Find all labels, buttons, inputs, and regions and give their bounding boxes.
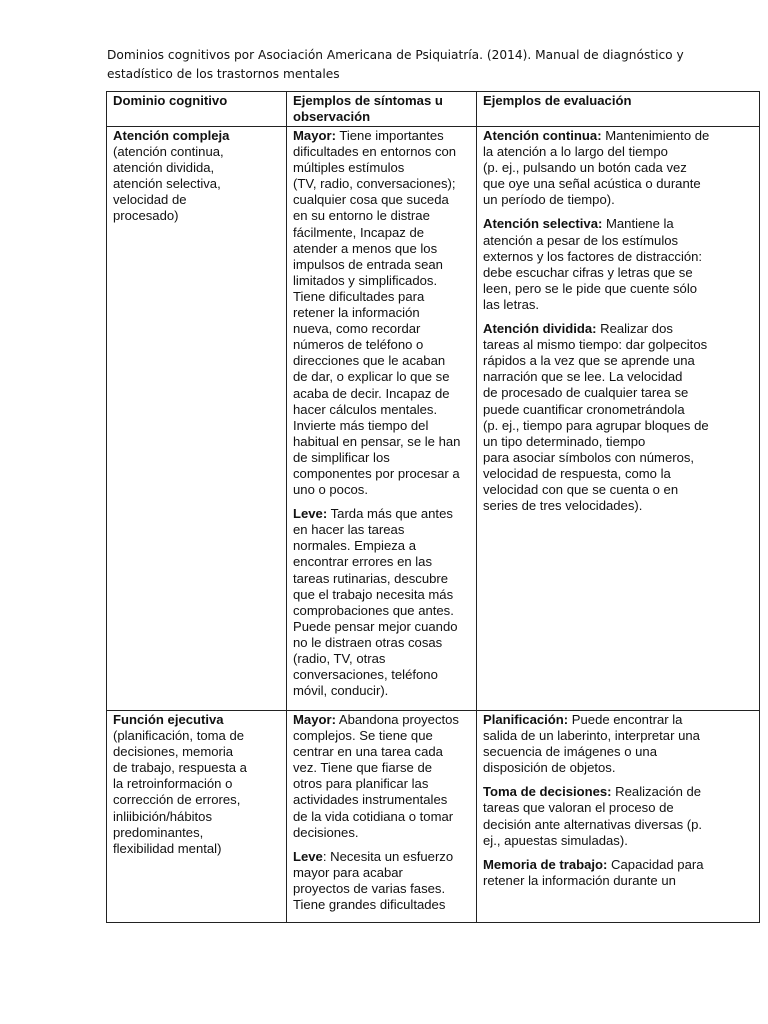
symptom-label: Leve <box>293 848 323 864</box>
symptom-line <box>293 712 471 728</box>
symptom-line <box>293 825 471 841</box>
evaluation-text: debe escuchar cifras y letras que se <box>483 264 693 280</box>
table-row <box>107 127 760 711</box>
evaluation-line <box>483 192 754 208</box>
symptom-text: en hacer las tareas <box>293 522 405 538</box>
evaluation-line <box>483 144 754 160</box>
symptom-line <box>293 554 471 570</box>
symptom-line <box>293 881 471 897</box>
symptom-text: vez. Tiene que fiarse de <box>293 760 433 776</box>
evaluation-text: salida de un laberinto, interpretar una <box>483 728 700 744</box>
evaluation-text: (p. ej., pulsando un botón cada vez <box>483 160 687 176</box>
evaluation-text: narración que se lee. La velocidad <box>483 369 683 385</box>
symptom-line <box>293 482 471 498</box>
symptom-text: direcciones que le acaban <box>293 353 446 369</box>
symptom-text: que el trabajo necesita más <box>293 586 454 602</box>
symptom-text: actividades instrumentales <box>293 792 448 808</box>
evaluation-block <box>483 784 754 848</box>
evaluation-text: Capacidad para <box>607 856 704 872</box>
symptom-line <box>293 450 471 466</box>
symptom-line <box>293 353 471 369</box>
evaluation-line <box>483 434 754 450</box>
symptom-text: Tarda más que antes <box>327 506 453 522</box>
symptom-line <box>293 144 471 160</box>
domain-title-text: Atención compleja <box>113 128 230 143</box>
evaluation-line <box>483 760 754 776</box>
evaluation-text: (p. ej., tiempo para agrupar bloques de <box>483 417 709 433</box>
symptom-text: en su entorno le distrae <box>293 208 430 224</box>
domain-subtitle-line: atención selectiva, <box>113 176 221 192</box>
evaluation-text: velocidad de respuesta, como la <box>483 465 671 481</box>
symptom-text: decisiones. <box>293 824 359 840</box>
evaluation-text: tareas al mismo tiempo: dar golpecitos <box>483 337 708 353</box>
evaluation-text: leen, pero se le pide que cuente sólo <box>483 280 698 296</box>
evaluation-line <box>483 857 754 873</box>
caption-line-2: estadístico de los trastornos mentales <box>107 67 340 81</box>
evaluation-cell <box>477 711 760 923</box>
symptom-text: múltiples estímulos <box>293 160 405 176</box>
header-cell-domain: Dominio cognitivo <box>107 92 287 127</box>
symptom-text: Tiene dificultades para <box>293 288 425 304</box>
symptom-text: de la vida cotidiana o tomar <box>293 808 454 824</box>
symptom-text: encontrar errores en las <box>293 554 433 570</box>
evaluation-text: un tipo determinado, tiempo <box>483 433 646 449</box>
symptom-block <box>293 712 471 841</box>
symptom-text: componentes por procesar a <box>293 465 460 481</box>
symptom-text: conversaciones, teléfono <box>293 667 438 683</box>
symptom-label: Mayor: <box>293 712 336 727</box>
domain-subtitle-line: la retroinformación o <box>113 776 233 792</box>
evaluation-label: Atención selectiva: <box>483 216 603 232</box>
symptom-line <box>293 506 471 522</box>
evaluation-cell <box>477 127 760 711</box>
evaluation-text: puede cuantificar cronometrándola <box>483 401 685 417</box>
evaluation-text: que oye una señal acústica o durante <box>483 176 701 192</box>
symptom-line <box>293 257 471 273</box>
symptom-line <box>293 128 471 144</box>
evaluation-text: Mantenimiento de <box>601 128 710 143</box>
symptom-text: habitual en pensar, se le han <box>293 433 461 449</box>
evaluation-label: Atención dividida: <box>483 321 597 337</box>
symptom-line <box>293 865 471 881</box>
evaluation-text: ej., apuestas simuladas). <box>483 832 628 848</box>
symptom-text: (radio, TV, otras <box>293 651 386 666</box>
symptom-line <box>293 321 471 337</box>
domain-subtitle-line: procesado) <box>113 208 179 224</box>
domain-cell <box>107 711 287 923</box>
symptom-line <box>293 760 471 776</box>
evaluation-text: velocidad con que se cuenta o en <box>483 481 679 497</box>
evaluation-text: decisión ante alternativas diversas (p. <box>483 816 703 832</box>
symptom-line <box>293 897 471 913</box>
symptom-line <box>293 160 471 176</box>
evaluation-line <box>483 369 754 385</box>
symptom-line <box>293 369 471 385</box>
symptom-text: dificultades en entornos con <box>293 144 457 160</box>
symptom-text: mayor para acabar <box>293 864 403 880</box>
domain-subtitle-line: inliibición/hábitos <box>113 808 212 824</box>
evaluation-line <box>483 466 754 482</box>
symptom-line <box>293 402 471 418</box>
domain-subtitle-line: predominantes, <box>113 824 204 840</box>
evaluation-text: Puede encontrar la <box>568 712 683 727</box>
symptom-line <box>293 635 471 651</box>
domain-subtitle-line: decisiones, memoria <box>113 744 234 760</box>
evaluation-text: tareas que valoran el proceso de <box>483 800 674 816</box>
symptom-text: otros para planificar las <box>293 776 429 792</box>
document-caption <box>107 46 707 84</box>
symptom-text: acaba de decir. Incapaz de <box>293 385 450 401</box>
evaluation-line <box>483 450 754 466</box>
symptom-line <box>293 466 471 482</box>
symptom-block <box>293 128 471 498</box>
evaluation-line <box>483 728 754 744</box>
evaluation-text: Realización de <box>611 784 702 800</box>
symptom-line <box>293 386 471 402</box>
symptom-line <box>293 289 471 305</box>
evaluation-line <box>483 418 754 434</box>
evaluation-line <box>483 297 754 313</box>
symptom-line <box>293 225 471 241</box>
evaluation-line <box>483 784 754 800</box>
evaluation-text: series de tres velocidades). <box>483 498 643 514</box>
evaluation-block <box>483 216 754 313</box>
domain-subtitle-line: corrección de errores, <box>113 792 241 808</box>
symptom-text: uno o pocos. <box>293 482 368 498</box>
domain-subtitle-line: (atención continua, <box>113 144 224 160</box>
evaluation-line <box>483 402 754 418</box>
symptom-line <box>293 418 471 434</box>
evaluation-text: para asociar símbolos con números, <box>483 449 695 465</box>
symptom-text: limitados y simplificados. <box>293 272 438 288</box>
symptom-text: Puede pensar mejor cuando <box>293 618 458 634</box>
evaluation-label: Memoria de trabajo: <box>483 856 608 872</box>
evaluation-line <box>483 800 754 816</box>
symptom-text: impulsos de entrada sean <box>293 256 443 272</box>
symptom-line <box>293 603 471 619</box>
symptoms-cell <box>287 127 477 711</box>
symptom-text: centrar en una tarea cada <box>293 744 443 760</box>
evaluation-text: retener la información durante un <box>483 872 676 888</box>
symptom-text: normales. Empieza a <box>293 538 416 554</box>
symptom-text: (TV, radio, conversaciones); <box>293 176 456 192</box>
symptom-line <box>293 849 471 865</box>
symptom-text: nueva, como recordar <box>293 321 421 337</box>
evaluation-line <box>483 712 754 728</box>
symptom-line <box>293 571 471 587</box>
evaluation-line <box>483 249 754 265</box>
symptom-line <box>293 176 471 192</box>
evaluation-label: Atención continua: <box>483 128 602 143</box>
symptom-text: comprobaciones que antes. <box>293 602 454 618</box>
evaluation-block <box>483 128 754 208</box>
symptom-line <box>293 809 471 825</box>
evaluation-line <box>483 265 754 281</box>
symptom-text: de simplificar los <box>293 449 390 465</box>
symptom-line <box>293 728 471 744</box>
symptom-label: Mayor: <box>293 128 336 143</box>
symptom-line <box>293 651 471 667</box>
evaluation-block <box>483 712 754 776</box>
symptom-text: retener la información <box>293 305 420 321</box>
evaluation-text: disposición de objetos. <box>483 760 616 776</box>
evaluation-text: la atención a lo largo del tiempo <box>483 144 668 160</box>
symptom-block <box>293 849 471 913</box>
evaluation-text: las letras. <box>483 296 540 312</box>
evaluation-line <box>483 216 754 232</box>
evaluation-text: de procesado de cualquier tarea se <box>483 385 689 401</box>
symptom-text: proyectos de varias fases. <box>293 880 446 896</box>
symptom-text: móvil, conducir). <box>293 683 389 699</box>
symptom-text: tareas rutinarias, descubre <box>293 570 449 586</box>
symptom-line <box>293 538 471 554</box>
evaluation-block <box>483 857 754 889</box>
symptom-line <box>293 273 471 289</box>
evaluation-text: rápidos a la vez que se aprende una <box>483 353 695 369</box>
evaluation-block <box>483 321 754 514</box>
caption-line-1: Dominios cognitivos por Asociación Americana de Psiquiatría. (2014). Manual de diagnóstico y <box>107 48 684 62</box>
domain-subtitle-line: (planificación, toma de <box>113 728 245 744</box>
symptom-line <box>293 434 471 450</box>
symptom-line <box>293 619 471 635</box>
symptom-text: : Necesita un esfuerzo <box>322 848 454 864</box>
symptom-line <box>293 192 471 208</box>
evaluation-line <box>483 385 754 401</box>
evaluation-line <box>483 337 754 353</box>
evaluation-line <box>483 160 754 176</box>
domain-title-text: Función ejecutiva <box>113 712 224 727</box>
table-header-row <box>107 92 760 127</box>
evaluation-line <box>483 281 754 297</box>
table-row <box>107 711 760 923</box>
evaluation-line <box>483 353 754 369</box>
symptom-line <box>293 241 471 257</box>
evaluation-line <box>483 128 754 144</box>
evaluation-text: atención a pesar de los estímulos <box>483 232 679 248</box>
symptom-label: Leve: <box>293 506 328 522</box>
symptom-line <box>293 776 471 792</box>
evaluation-text: externos y los factores de distracción: <box>483 248 703 264</box>
evaluation-line <box>483 817 754 833</box>
symptom-text: Tiene grandes dificultades <box>293 897 446 913</box>
symptom-text: de dar, o explicar lo que se <box>293 369 450 385</box>
evaluation-line <box>483 744 754 760</box>
symptom-line <box>293 337 471 353</box>
evaluation-label: Planificación: <box>483 712 569 727</box>
evaluation-line <box>483 233 754 249</box>
domain-subtitle-line: velocidad de <box>113 192 187 208</box>
header-cell-evaluation: Ejemplos de evaluación <box>477 92 760 127</box>
evaluation-line <box>483 873 754 889</box>
symptom-line <box>293 744 471 760</box>
evaluation-line <box>483 176 754 192</box>
cognitive-domains-table <box>106 91 760 923</box>
evaluation-line <box>483 321 754 337</box>
symptom-line <box>293 792 471 808</box>
symptom-text: cualquier cosa que suceda <box>293 192 449 208</box>
evaluation-text: secuencia de imágenes o una <box>483 744 657 760</box>
symptom-line <box>293 522 471 538</box>
domain-subtitle-line: de trabajo, respuesta a <box>113 760 247 776</box>
symptom-line <box>293 587 471 603</box>
header-cell-symptoms: Ejemplos de síntomas u observación <box>287 92 477 127</box>
symptom-text: Tiene importantes <box>335 128 444 143</box>
evaluation-label: Toma de decisiones: <box>483 784 612 800</box>
symptom-line <box>293 305 471 321</box>
symptom-text: Invierte más tiempo del <box>293 417 429 433</box>
domain-title <box>113 712 281 728</box>
evaluation-line <box>483 498 754 514</box>
symptom-text: Abandona proyectos <box>335 712 459 727</box>
evaluation-line <box>483 833 754 849</box>
symptom-text: fácilmente, Incapaz de <box>293 224 425 240</box>
evaluation-text: Realizar dos <box>596 321 673 337</box>
evaluation-text: un período de tiempo). <box>483 192 615 208</box>
symptom-text: no le distraen otras cosas <box>293 634 443 650</box>
symptom-block <box>293 506 471 699</box>
symptom-line <box>293 208 471 224</box>
symptom-line <box>293 683 471 699</box>
symptoms-cell <box>287 711 477 923</box>
symptom-text: complejos. Se tiene que <box>293 728 433 744</box>
symptom-text: hacer cálculos mentales. <box>293 401 438 417</box>
domain-title <box>113 128 281 144</box>
symptom-text: atender a menos que los <box>293 240 438 256</box>
domain-subtitle-line: atención dividida, <box>113 160 215 176</box>
domain-cell <box>107 127 287 711</box>
symptom-text: números de teléfono o <box>293 337 424 353</box>
evaluation-line <box>483 482 754 498</box>
symptom-line <box>293 667 471 683</box>
domain-subtitle-line: flexibilidad mental) <box>113 840 222 856</box>
evaluation-text: Mantiene la <box>602 216 674 232</box>
